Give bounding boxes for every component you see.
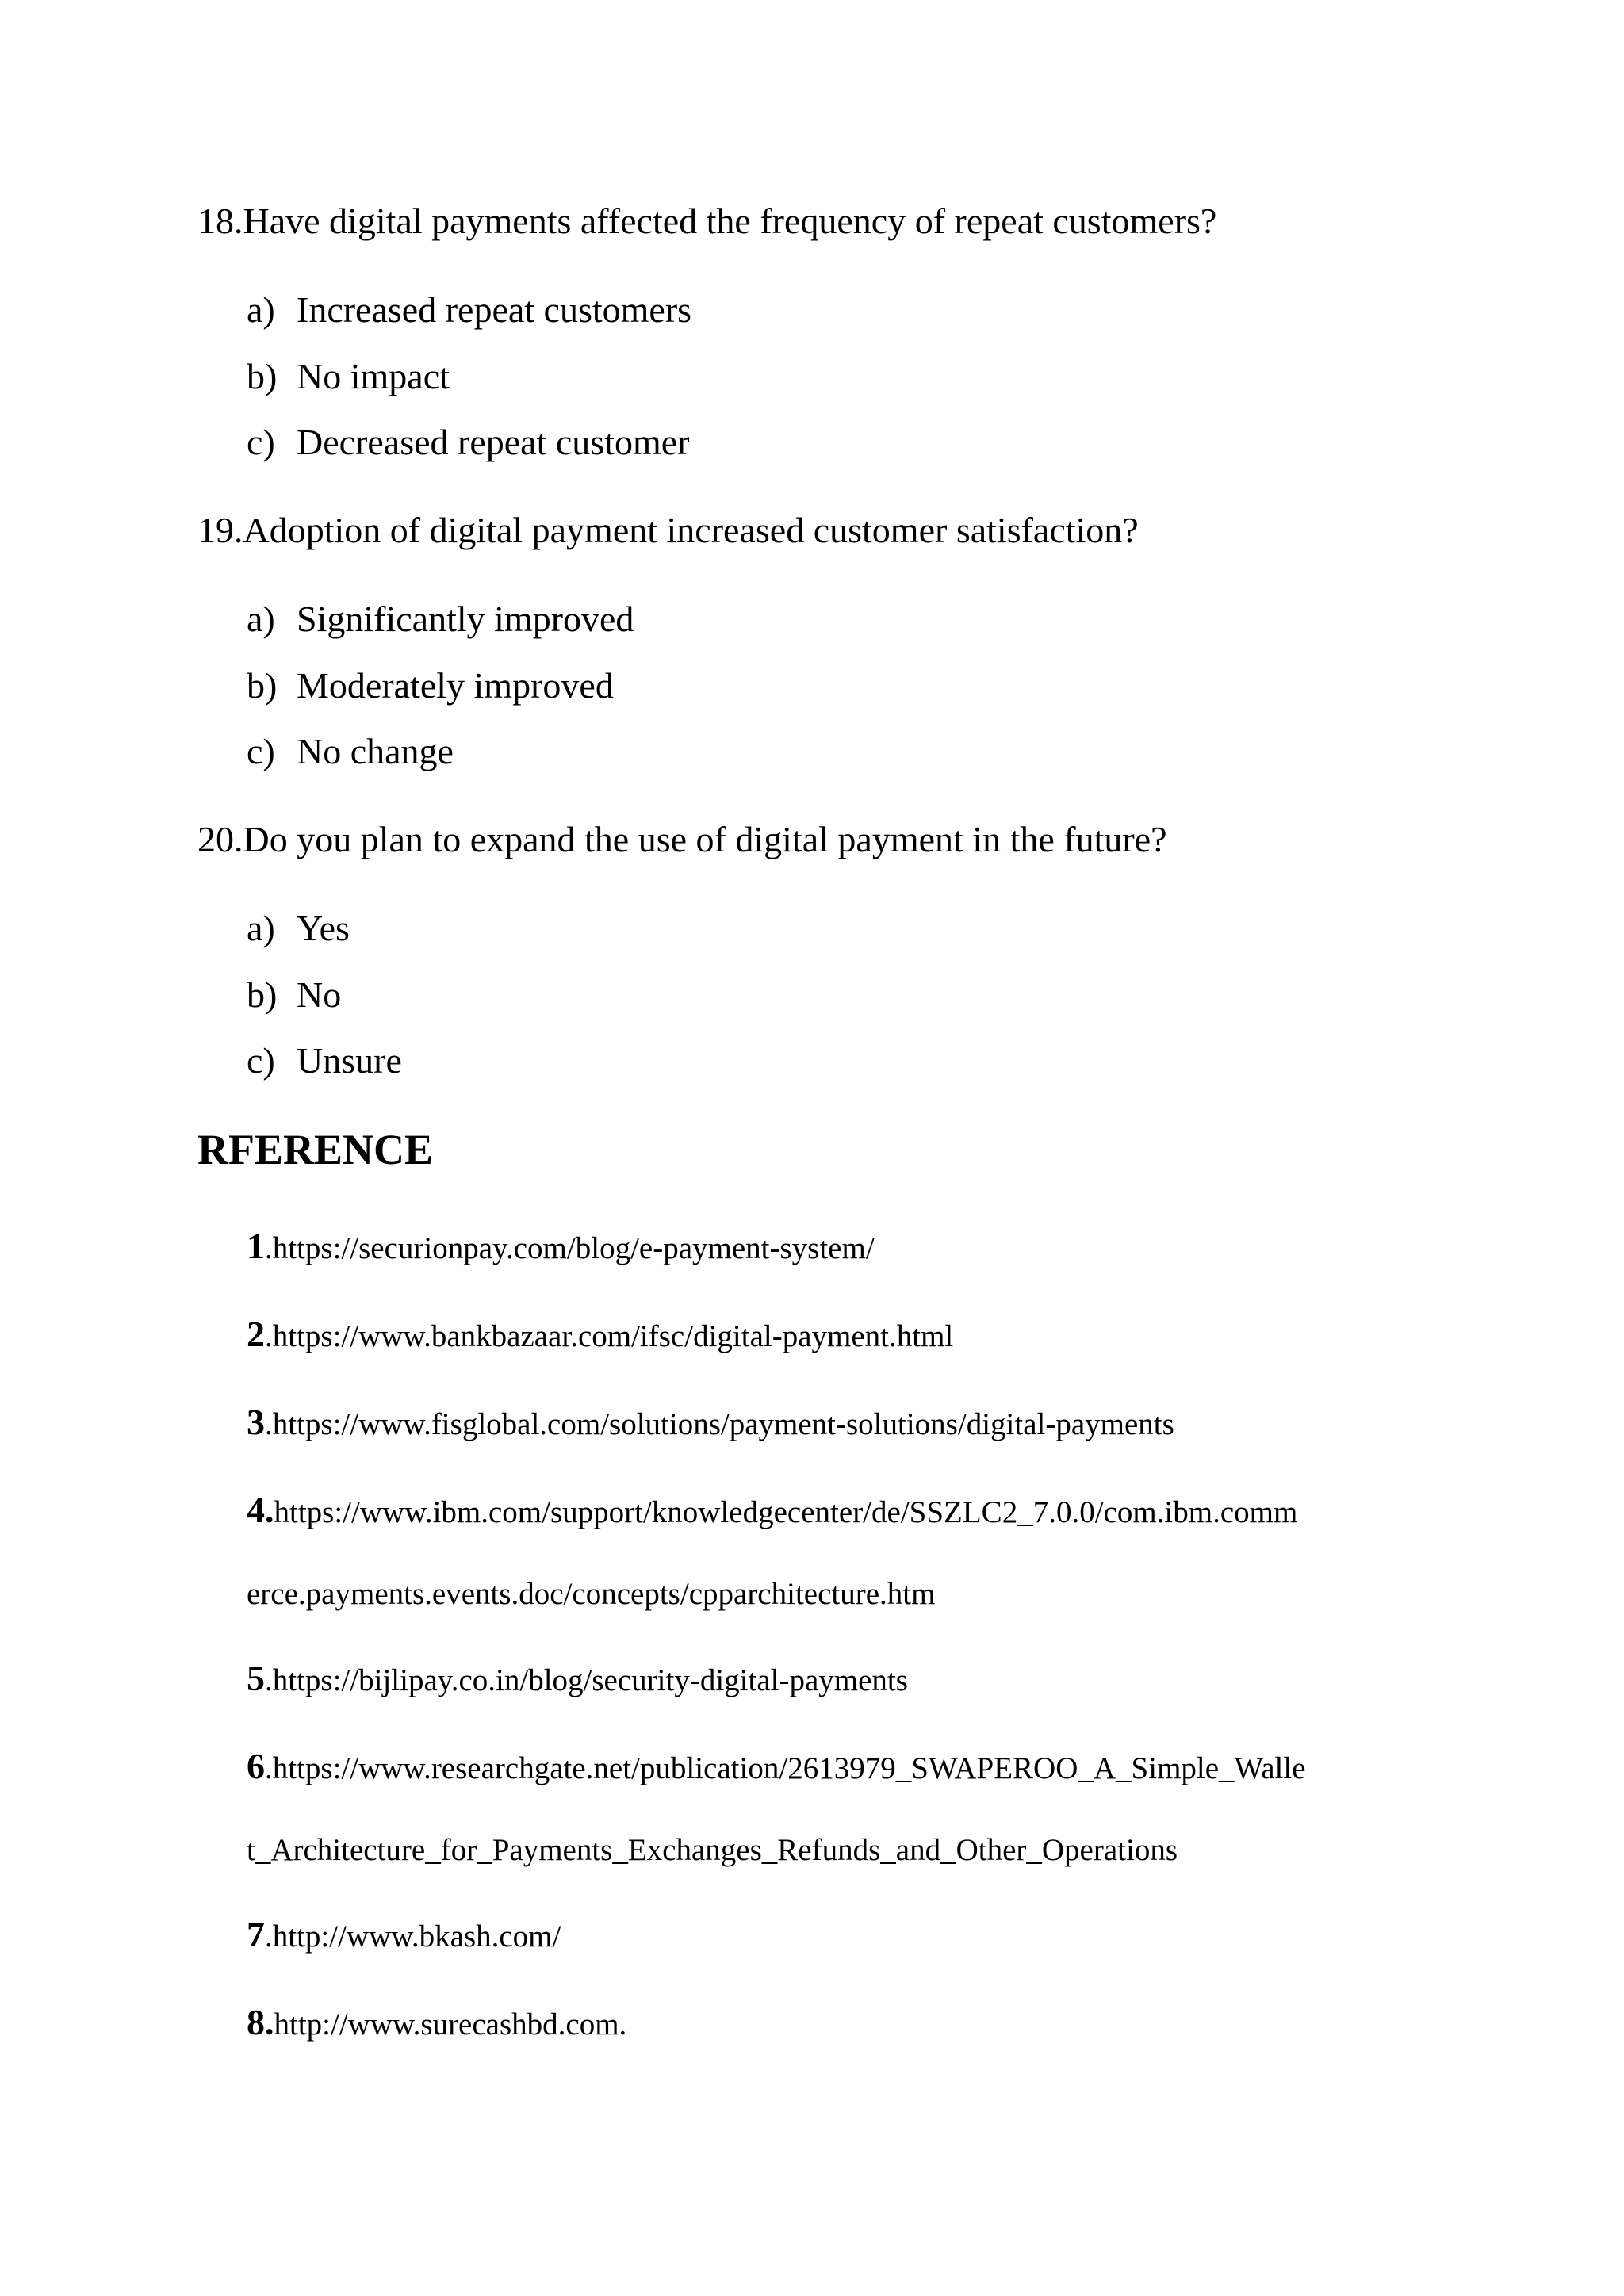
reference-8 <box>247 2003 626 2045</box>
reference-number: 1 <box>247 1226 265 1266</box>
question-18: 18.Have digital payments affected the frequency of repeat customers? <box>197 201 1217 241</box>
reference-number: 2 <box>247 1314 265 1354</box>
option-text: No change <box>297 731 454 771</box>
option-letter: b) <box>247 974 278 1015</box>
option-text: Unsure <box>297 1040 402 1081</box>
option-letter: a) <box>247 599 275 639</box>
reference-4-continuation[interactable]: erce.payments.events.doc/concepts/cpparchitecture.htm <box>247 1577 936 1611</box>
reference-4 <box>247 1490 1297 1533</box>
reference-7 <box>247 1915 561 1957</box>
reference-link[interactable]: .https://www.bankbazaar.com/ifsc/digital-payment.html <box>265 1319 954 1353</box>
option-text: No impact <box>297 356 450 396</box>
reference-3 <box>247 1402 1174 1445</box>
option-text: Significantly improved <box>297 599 634 639</box>
option-letter: b) <box>247 665 278 706</box>
option-text: Decreased repeat customer <box>297 422 690 462</box>
reference-5 <box>247 1659 908 1701</box>
question-20-option-b <box>247 973 341 1017</box>
option-letter: a) <box>247 289 275 330</box>
reference-number: 6 <box>247 1746 265 1786</box>
reference-link[interactable]: https://www.ibm.com/support/knowledgecenter/de/SSZLC2_7.0.0/com.ibm.comm <box>274 1495 1298 1529</box>
question-20-option-a <box>247 906 350 951</box>
question-20: 20.Do you plan to expand the use of digital payment in the future? <box>197 819 1167 859</box>
question-18-option-a <box>247 288 691 332</box>
question-19-option-a <box>247 597 634 641</box>
reference-link[interactable]: .http://www.bkash.com/ <box>265 1919 561 1954</box>
option-letter: c) <box>247 422 275 462</box>
option-letter: c) <box>247 731 275 771</box>
question-18-option-c <box>247 420 690 465</box>
reference-link[interactable]: .https://www.researchgate.net/publication/2613979_SWAPEROO_A_Simple_Walle <box>265 1751 1306 1785</box>
reference-link[interactable]: .https://bijlipay.co.in/blog/security-digital-payments <box>265 1663 908 1697</box>
reference-number: 7 <box>247 1914 265 1954</box>
question-18-option-b <box>247 354 450 399</box>
option-letter: c) <box>247 1040 275 1081</box>
reference-number: 8. <box>247 2002 274 2042</box>
question-19-option-c <box>247 729 454 774</box>
question-19: 19.Adoption of digital payment increased customer satisfaction? <box>197 510 1139 550</box>
option-text: Yes <box>297 908 350 948</box>
reference-6 <box>247 1747 1306 1789</box>
reference-2 <box>247 1314 953 1357</box>
reference-1 <box>247 1226 875 1269</box>
option-text: Moderately improved <box>297 665 614 706</box>
reference-number: 3 <box>247 1402 265 1442</box>
references-heading: RFERENCE <box>197 1126 434 1173</box>
reference-link[interactable]: .https://securionpay.com/blog/e-payment-system/ <box>265 1231 875 1265</box>
reference-6-continuation[interactable]: t_Architecture_for_Payments_Exchanges_Refunds_and_Other_Operations <box>247 1833 1178 1867</box>
reference-number: 5 <box>247 1658 265 1698</box>
reference-link[interactable]: http://www.surecashbd.com. <box>274 2007 627 2042</box>
question-19-option-b <box>247 664 614 708</box>
option-text: Increased repeat customers <box>297 289 692 330</box>
reference-link[interactable]: .https://www.fisglobal.com/solutions/payment-solutions/digital-payments <box>265 1407 1174 1441</box>
option-text: No <box>297 974 342 1015</box>
reference-number: 4. <box>247 1490 274 1530</box>
question-20-option-c <box>247 1039 402 1083</box>
option-letter: b) <box>247 356 278 396</box>
option-letter: a) <box>247 908 275 948</box>
